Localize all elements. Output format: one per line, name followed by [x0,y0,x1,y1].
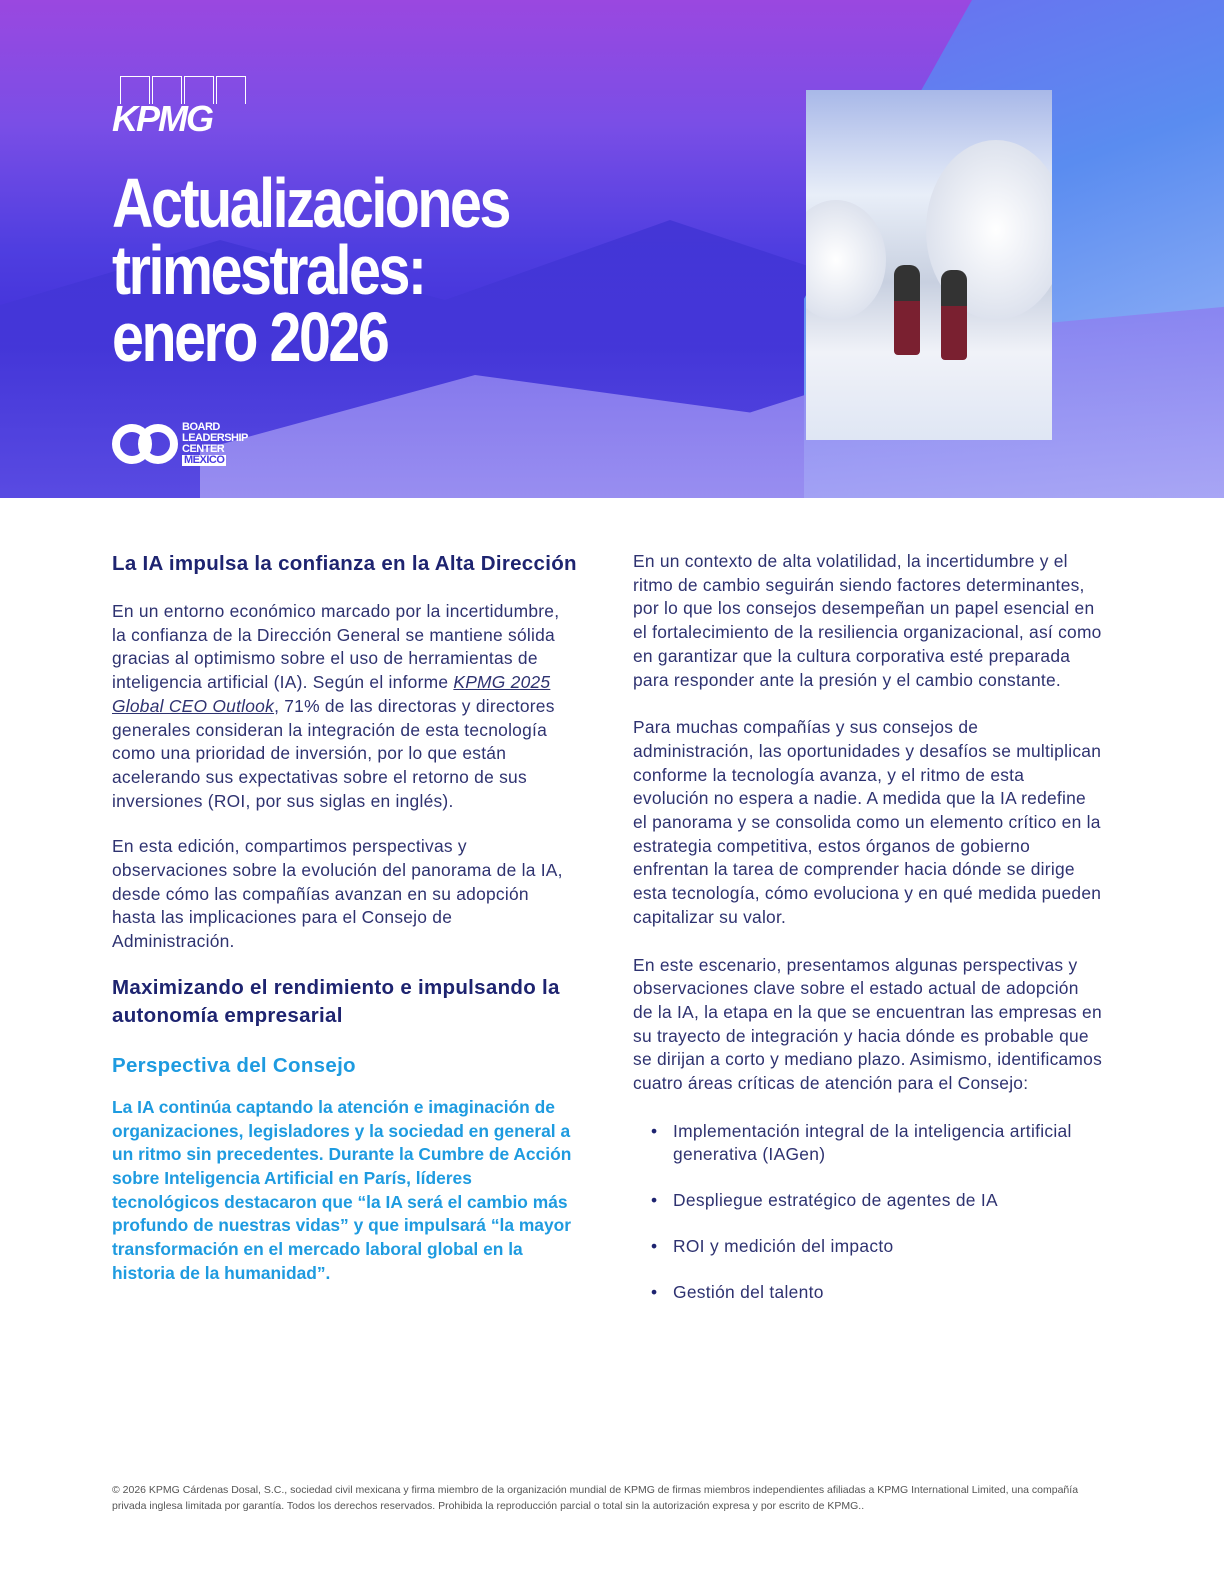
left-column [112,550,577,1285]
board-leadership-center-logo: BOARD LEADERSHIP CENTER MEXICO [112,422,248,466]
rings-icon [112,422,178,466]
list-item: • Gestión del talento [651,1281,1103,1305]
right-column [633,550,1103,1326]
paragraph: En un contexto de alta volatilidad, la incertidumbre y el ritmo de cambio seguirán siendo factores determinantes, por lo que los consejos desempeñan un papel esencial en el fortalecimiento de la resiliencia organizacional, así como en garantizar que la cultura corporativa esté preparada para responder ante la presión y el cambio constante. [633,551,1102,690]
highlight-paragraph: La IA continúa captando la atención e imaginación de organizaciones, legisladores y la sociedad en general a un ritmo sin precedentes. Durante la Cumbre de Acción sobre Inteligencia Artificial en París, líderes tecnológicos destacaron que “la IA será el cambio más profundo de nuestras vidas” y que impulsará “la mayor transformación en el mercado laboral global en la historia de la humanidad”. [112,1096,572,1283]
subheading: Perspectiva del Consejo [112,1053,356,1077]
page-title: Actualizaciones trimestrales: enero 2026 [112,164,509,376]
kpmg-logo: KPMG [112,76,254,132]
paragraph: En este escenario, presentamos algunas perspectivas y observaciones clave sobre el estado actual de adopción de la IA, la etapa en la que se encuentran las empresas en su trayecto de integración y hacia dónde es probable que se dirijan a corto y mediano plazo. Asimismo, identificamos cuatro áreas críticas de atención para el Consejo: [633,954,1103,1094]
section-heading: La IA impulsa la confianza en la Alta Dirección [112,552,577,575]
footer-copyright: © 2026 KPMG Cárdenas Dosal, S.C., sociedad civil mexicana y firma miembro de la organización mundial de KPMG de firmas miembros independientes afiliadas a KPMG International Limited, una compañía privada inglesa limitada por garantía. Todos los derechos reservados. Prohibida la reproducción parcial o total sin la autorización expresa y por escrito de KPMG.. [112,1484,1079,1512]
ceo-outlook-link[interactable]: KPMG 2025 Global CEO Outlook [112,672,551,716]
focus-areas-list [651,1120,1103,1305]
list-item: • Despliegue estratégico de agentes de IA [651,1189,1103,1213]
edition-paragraph: En esta edición, compartimos perspectivas y observaciones sobre la evolución del panorama de la IA, desde cómo las compañías avanzan en su adopción hasta las implicaciones para el Consejo de Administración. [112,836,563,952]
hero-banner [0,0,1224,498]
list-item: • ROI y medición del impacto [651,1235,1103,1259]
list-item: • Implementación integral de la inteligencia artificial generativa (IAGen) [651,1120,1103,1167]
paragraph: Para muchas compañías y sus consejos de administración, las oportunidades y desafíos se multiplican conforme la tecnología avanza, y el ritmo de esta evolución no espera a nadie. A medida que la IA redefine el panorama y se consolida como un elemento crítico en la estrategia competitiva, estos órganos de gobierno enfrentan la tarea de comprender hacia dónde se dirige esta tecnología, cómo evoluciona y en qué medida pueden capitalizar su valor. [633,717,1102,927]
hikers-photo [806,90,1052,440]
intro-paragraph: En un entorno económico marcado por la incertidumbre, la confianza de la Dirección General se mantiene sólida gracias al optimismo sobre el uso de herramientas de inteligencia artificial (IA). Según el informe KPMG 2025 Global CEO Outlook, 71% de las directoras y directores generales consideran la integración de esta tecnología como una prioridad de inversión, por lo que están acelerando sus expectativas sobre el retorno de sus inversiones (ROI, por sus siglas en inglés). [112,601,560,811]
section-heading: Maximizando el rendimiento e impulsando la autonomía empresarial [112,975,560,1027]
